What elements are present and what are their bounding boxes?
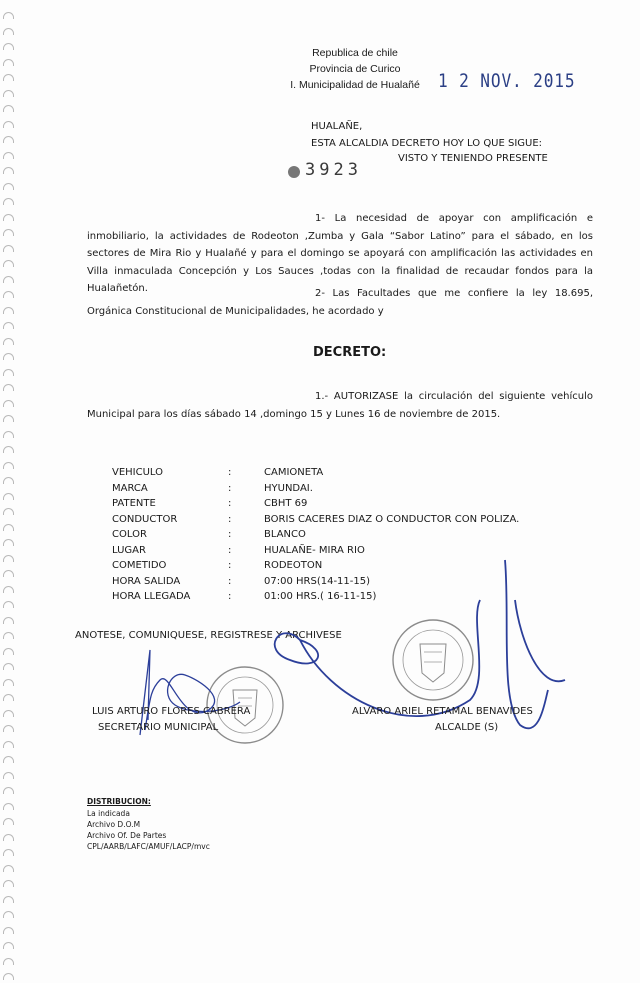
header-province: Provincia de Curico bbox=[309, 63, 401, 75]
place-label: HUALAÑE, bbox=[311, 121, 363, 132]
distribution-item: La indicada bbox=[87, 809, 130, 818]
distribution-item: Archivo D.O.M bbox=[87, 820, 141, 829]
vehicle-field-sep: : bbox=[228, 544, 232, 556]
decreto-item-1-text: 1.- AUTORIZASE la circulación del siguiente vehículo Municipal para los días sábado 14 ,domingo 15 y Lunes 16 de noviembre de 2015. bbox=[87, 391, 593, 420]
considerando-2-text: 2- Las Facultades que me confiere la ley 18.695, Orgánica Constitucional de Municipalidades, he acordado y bbox=[87, 288, 593, 317]
vehicle-field-value: 07:00 HRS(14-11-15) bbox=[264, 575, 371, 587]
vehicle-field-label: MARCA bbox=[112, 482, 148, 494]
visto-label: VISTO Y TENIENDO PRESENTE bbox=[398, 153, 548, 164]
vehicle-field-value: BLANCO bbox=[264, 529, 306, 540]
vehicle-field-label: CONDUCTOR bbox=[112, 513, 178, 525]
vehicle-field-label: COMETIDO bbox=[112, 560, 167, 571]
signatory-right-title: ALCALDE (S) bbox=[435, 722, 499, 733]
vehicle-field-value: 01:00 HRS.( 16-11-15) bbox=[264, 591, 377, 602]
decreto-title: DECRETO: bbox=[313, 345, 387, 360]
vehicle-field-value: HUALAÑE- MIRA RIO bbox=[264, 544, 365, 556]
distribution-item: Archivo Of. De Partes bbox=[87, 831, 167, 840]
vehicle-field-value: RODEOTON bbox=[264, 560, 323, 571]
signatory-left-title: SECRETARIO MUNICIPAL bbox=[98, 722, 219, 733]
vehicle-field-label: PATENTE bbox=[112, 498, 156, 509]
distribution-title: DISTRIBUCION: bbox=[87, 797, 151, 806]
header-country: Republica de chile bbox=[312, 47, 398, 59]
decree-intro: ESTA ALCALDIA DECRETO HOY LO QUE SIGUE: bbox=[311, 138, 543, 149]
vehicle-field-label: COLOR bbox=[112, 529, 147, 540]
signatory-right-name: ALVARO ARIEL RETAMAL BENAVIDES bbox=[352, 706, 533, 717]
vehicle-field-value: BORIS CACERES DIAZ O CONDUCTOR CON POLIZA. bbox=[264, 513, 520, 525]
vehicle-field-label: LUGAR bbox=[112, 544, 146, 556]
signatory-left-name: LUIS ARTURO FLORES CABRERA bbox=[92, 706, 251, 717]
vehicle-field-sep: : bbox=[228, 482, 232, 494]
distribution-item: CPL/AARB/LAFC/AMUF/LACP/mvc bbox=[87, 842, 210, 851]
seal-left bbox=[207, 667, 283, 743]
vehicle-field-label: HORA LLEGADA bbox=[112, 591, 191, 602]
decree-number: 3923 bbox=[305, 160, 362, 180]
vehicle-field-label: HORA SALIDA bbox=[112, 575, 181, 587]
vehicle-field-sep: : bbox=[228, 591, 232, 602]
vehicle-field-sep: : bbox=[228, 575, 232, 587]
date-stamp: 1 2 NOV. 2015 bbox=[438, 70, 576, 92]
vehicle-field-sep: : bbox=[228, 467, 232, 478]
vehicle-field-label: VEHICULO bbox=[112, 467, 164, 478]
vehicle-field-sep: : bbox=[228, 560, 232, 571]
closing-line: ANOTESE, COMUNIQUESE, REGISTRESE Y ARCHIVESE bbox=[75, 630, 342, 641]
header-municipality: I. Municipalidad de Hualañé bbox=[290, 79, 420, 91]
seal-right bbox=[393, 620, 473, 700]
vehicle-field-sep: : bbox=[228, 498, 232, 509]
vehicle-field-value: CBHT 69 bbox=[264, 498, 308, 509]
vehicle-field-value: HYUNDAI. bbox=[264, 482, 313, 494]
considerando-1-text: 1- La necesidad de apoyar con amplificación e inmobiliario, la actividades de Rodeoton ,Zumba y Gala “Sabor Latino” para el sábado, en los sectores de Mira Rio y Hualañé y para el domingo se apoyará con amplificación las actividades en Villa inmaculada Concepción y Los Sauces ,todas con la finalidad de recaudar fondos para la Hualañetón. bbox=[87, 213, 593, 294]
vehicle-field-sep: : bbox=[228, 513, 232, 525]
vehicle-field-value: CAMIONETA bbox=[264, 467, 324, 478]
vehicle-field-sep: : bbox=[228, 529, 232, 540]
